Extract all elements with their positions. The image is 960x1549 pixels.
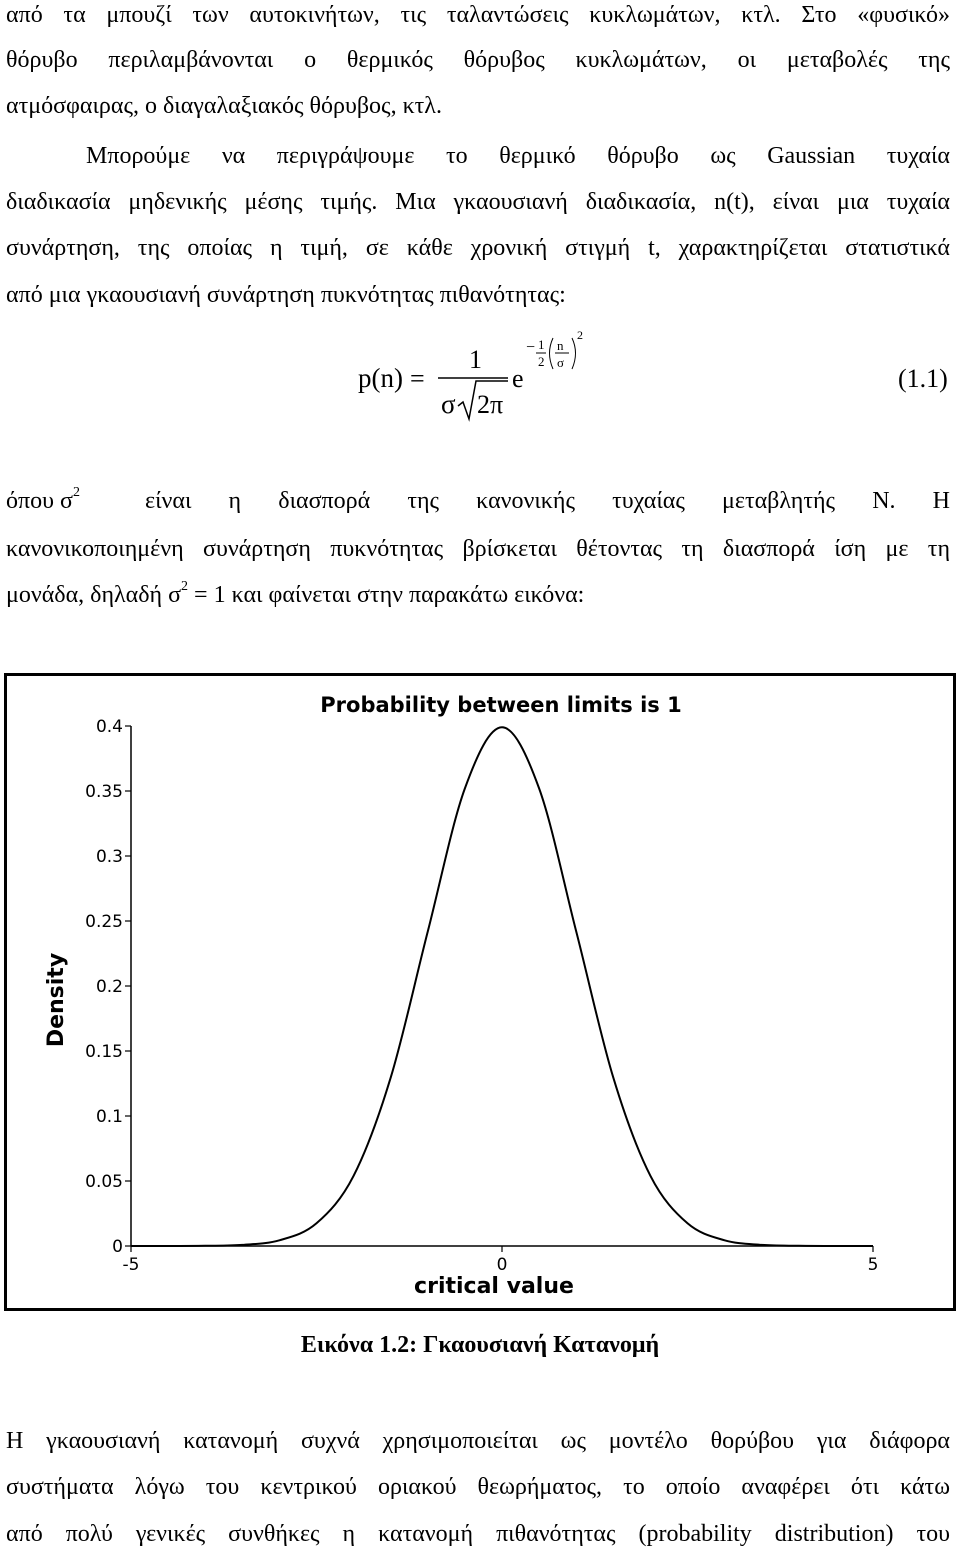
gaussian-chart	[7, 676, 953, 1308]
equation-denom-root: 2π	[477, 390, 504, 419]
equation-equals: =	[410, 364, 425, 393]
equation-number: (1.1)	[898, 364, 948, 393]
y-tick-label: 0.3	[95, 847, 123, 867]
superscript: 2	[181, 579, 189, 594]
text-line: Η γκαουσιανή κατανομή συχνά χρησιμοποιείται ως μοντέλο θορύβου για διάφορα	[6, 1428, 950, 1454]
exp-half-num: 1	[538, 337, 545, 352]
text-line: συστήματα λόγω του κεντρικού οριακού θεωρήματος, το οποίο αναφέρει ότι κάτω	[6, 1474, 950, 1500]
y-tick-label: 0.15	[85, 1042, 123, 1062]
text-span: όπου σ	[6, 488, 73, 514]
text-line: Μπορούμε να περιγράψουμε το θερμικό θόρυβο ως Gaussian τυχαία	[86, 143, 950, 169]
text-line: είναι η διασπορά της κανονικής τυχαίας μεταβλητής Ν. Η	[145, 488, 950, 514]
text-line: διαδικασία μηδενικής μέσης τιμής. Μια γκαουσιανή διαδικασία, n(t), είναι μια τυχαία	[6, 189, 950, 215]
y-tick-label: 0.2	[95, 977, 123, 997]
y-tick-label: 0	[112, 1237, 123, 1257]
text-span: = 1 και φαίνεται στην παρακάτω εικόνα:	[188, 582, 585, 608]
y-tick-label: 0.4	[95, 717, 123, 737]
superscript: 2	[72, 485, 80, 500]
x-tick-label: -5	[122, 1255, 140, 1275]
x-axis-label: critical value	[414, 1274, 574, 1299]
y-tick-label: 0.35	[85, 782, 123, 802]
equation-gaussian-pdf	[0, 320, 960, 430]
density-curve	[131, 727, 873, 1246]
exp-power: 2	[577, 328, 583, 342]
exp-n: n	[557, 338, 564, 353]
text-line: ατμόσφαιρας, ο διαγαλαξιακός θόρυβος, κτλ.	[6, 93, 442, 119]
equation-lhs: p(n)	[358, 363, 403, 393]
exp-sigma: σ	[557, 355, 565, 370]
y-tick-label: 0.05	[85, 1172, 123, 1192]
text-line: από τα μπουζί των αυτοκινήτων, τις ταλαντώσεις κυκλωμάτων, κτλ. Στο «φυσικό»	[6, 2, 950, 28]
text-line: συνάρτηση, της οποίας η τιμή, σε κάθε χρονική στιγμή t, χαρακτηρίζεται στατιστικά	[6, 235, 950, 261]
y-tick-label: 0.25	[85, 912, 123, 932]
text-line: από πολύ γενικές συνθήκες η κατανομή πιθανότητας (probability distribution) του	[6, 1521, 950, 1547]
exp-minus: −	[526, 339, 536, 356]
y-axis-label: Density	[44, 952, 69, 1048]
text-span: μονάδα, δηλαδή σ	[6, 582, 182, 608]
y-tick-label: 0.1	[95, 1107, 123, 1127]
chart-title: Probability between limits is 1	[320, 693, 682, 717]
text-line	[6, 580, 950, 610]
figure-caption: Εικόνα 1.2: Γκαουσιανή Κατανομή	[300, 1332, 660, 1358]
equation-base: e	[512, 364, 524, 393]
x-tick-label: 0	[496, 1255, 508, 1275]
figure-frame	[4, 673, 956, 1311]
x-tick-label: 5	[867, 1255, 879, 1275]
text-line: κανονικοποιημένη συνάρτηση πυκνότητας βρίσκεται θέτοντας τη διασπορά ίση με τη	[6, 536, 950, 562]
text-line: θόρυβο περιλαμβάνονται ο θερμικός θόρυβος κυκλωμάτων, οι μεταβολές της	[6, 47, 950, 73]
exp-half-den: 2	[538, 354, 545, 369]
text-line: από μια γκαουσιανή συνάρτηση πυκνότητας πιθανότητας:	[6, 282, 566, 308]
equation-numerator: 1	[469, 345, 482, 374]
equation-denom-sigma: σ	[441, 389, 456, 419]
